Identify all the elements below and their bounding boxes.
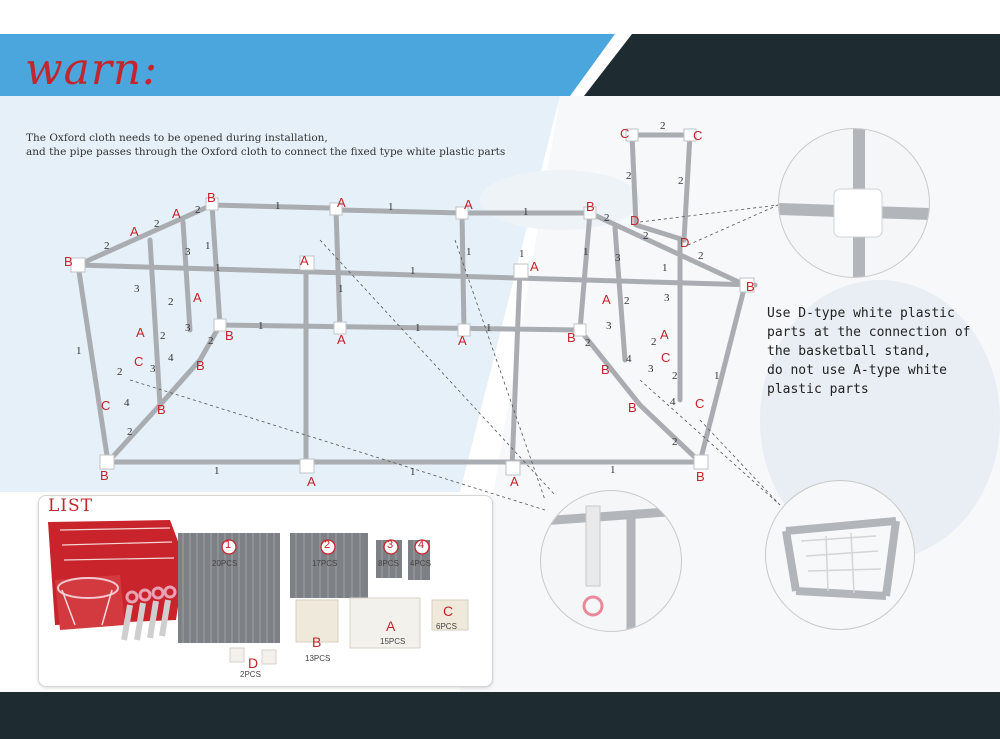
joint-label: A [307, 474, 316, 489]
connector-letter-d: D [248, 655, 259, 671]
connector-count-b: 13PCS [305, 654, 331, 663]
side-note-line-4: do not use A-type white [767, 363, 948, 378]
pipe-number: 2 [624, 295, 630, 307]
joint-label: C [693, 128, 703, 143]
joint-label: A [193, 290, 202, 305]
pipe-number: 1 [523, 206, 529, 218]
pipe-number: 2 [651, 336, 657, 348]
pipe-badge-3: 3 [387, 539, 394, 551]
joint-label: B [601, 362, 610, 377]
pipe-number: 2 [195, 204, 201, 216]
pipe-number: 2 [672, 370, 678, 382]
pipe-number: 2 [585, 337, 591, 349]
joint-label: B [100, 468, 109, 483]
side-note-line-3: the basketball stand, [767, 344, 932, 359]
pipe-number: 3 [150, 363, 156, 375]
note-line-2: and the pipe passes through the Oxford cloth to connect the fixed type white plastic parts [26, 146, 506, 158]
pipe-number: 1 [662, 262, 668, 274]
joint-label: A [458, 333, 467, 348]
pipe-number: 1 [415, 322, 421, 334]
joint-label: B [567, 330, 576, 345]
joint-label: A [602, 292, 611, 307]
pipe-number: 1 [583, 246, 589, 258]
joint-label: A [530, 259, 539, 274]
pipe-number: 1 [214, 465, 220, 477]
joint-label: A [300, 253, 309, 268]
joint-label: D [680, 235, 690, 250]
pipe-number: 1 [338, 283, 344, 295]
joint-label: D [630, 213, 640, 228]
joint-label: A [172, 206, 181, 221]
side-note-line-1: Use D-type white plastic [767, 306, 955, 321]
joint-label: B [586, 199, 595, 214]
parts-list-title: LIST [48, 496, 93, 516]
joint-label: C [695, 396, 705, 411]
joint-label: B [628, 400, 637, 415]
pipe-count-1: 20PCS [212, 559, 238, 568]
pipe-number: 1 [714, 370, 720, 382]
connector-letter-a: A [386, 618, 396, 634]
pipe-count-3: 8PCS [378, 559, 399, 568]
pipe-number: 2 [643, 230, 649, 242]
pipe-number: 3 [664, 292, 670, 304]
pipe-number: 4 [124, 397, 130, 409]
warn-title: warn: [25, 44, 159, 95]
joint-label: A [337, 332, 346, 347]
pipe-number: 1 [486, 322, 492, 334]
pipe-number: 3 [615, 252, 621, 264]
pipe-number: 2 [154, 218, 160, 230]
joint-label: B [746, 279, 755, 294]
pipe-badge-1: 1 [225, 539, 232, 551]
pipe-number: 1 [388, 201, 394, 213]
pipe-number: 2 [160, 330, 166, 342]
pipe-number: 2 [604, 212, 610, 224]
joint-label: A [337, 195, 346, 210]
side-note-line-2: parts at the connection of [767, 325, 971, 340]
connector-count-c: 6PCS [436, 622, 457, 631]
pipe-number: 3 [134, 283, 140, 295]
pipe-number: 2 [660, 120, 666, 132]
pipe-number: 2 [208, 335, 214, 347]
pipe-number: 2 [127, 426, 133, 438]
side-note-line-5: plastic parts [767, 382, 869, 397]
pipe-number: 3 [606, 320, 612, 332]
connector-count-a: 15PCS [380, 637, 406, 646]
pipe-number: 1 [205, 240, 211, 252]
pipe-number: 2 [168, 296, 174, 308]
pipe-number: 3 [185, 246, 191, 258]
pipe-badge-2: 2 [324, 539, 331, 551]
joint-label: B [225, 328, 234, 343]
pipe-number: 1 [519, 248, 525, 260]
connector-count-d: 2PCS [240, 670, 261, 679]
pipe-number: 4 [168, 352, 174, 364]
pipe-number: 4 [670, 396, 676, 408]
pipe-number: 2 [104, 240, 110, 252]
pipe-number: 2 [698, 250, 704, 262]
pipe-number: 2 [672, 436, 678, 448]
joint-label: C [620, 126, 630, 141]
joint-label: A [136, 325, 145, 340]
footer-band [0, 692, 1000, 739]
joint-label: B [157, 402, 166, 417]
pipe-number: 4 [626, 353, 632, 365]
joint-label: B [64, 254, 73, 269]
note-line-1: The Oxford cloth needs to be opened during installation, [26, 132, 328, 144]
joint-label: A [510, 474, 519, 489]
joint-label: B [207, 190, 216, 205]
pipe-number: 3 [648, 363, 654, 375]
pipe-number: 1 [76, 345, 82, 357]
pipe-number: 1 [466, 246, 472, 258]
pipe-number: 1 [610, 464, 616, 476]
pipe-count-2: 17PCS [312, 559, 338, 568]
pipe-number: 2 [117, 366, 123, 378]
joint-label: A [660, 327, 669, 342]
joint-label: C [101, 398, 111, 413]
joint-label: B [696, 469, 705, 484]
pipe-number: 1 [275, 200, 281, 212]
pipe-number: 1 [410, 265, 416, 277]
pipe-count-4: 4PCS [410, 559, 431, 568]
pipe-number: 1 [258, 320, 264, 332]
connector-letter-c: C [443, 603, 454, 619]
pipe-number: 2 [678, 175, 684, 187]
pipe-number: 1 [215, 262, 221, 274]
pipe-badge-4: 4 [418, 539, 425, 551]
pipe-number: 2 [626, 170, 632, 182]
joint-label: C [661, 350, 671, 365]
joint-label: A [464, 197, 473, 212]
joint-label: B [196, 358, 205, 373]
pipe-number: 3 [185, 322, 191, 334]
pipe-number: 1 [410, 466, 416, 478]
joint-label: C [134, 354, 144, 369]
joint-label: A [130, 224, 139, 239]
connector-letter-b: B [312, 634, 322, 650]
